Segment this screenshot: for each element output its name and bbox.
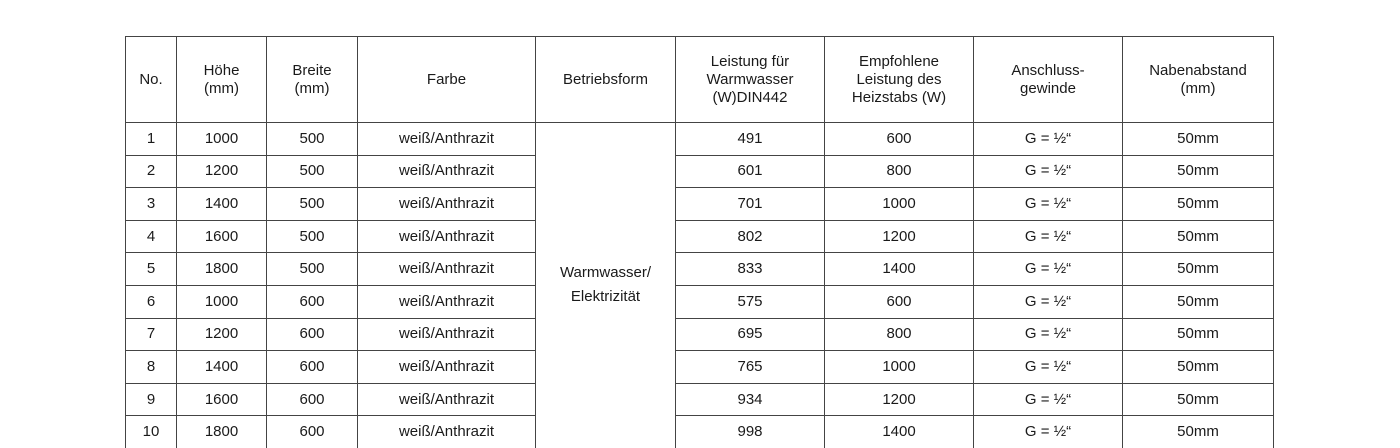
cell-gewinde: G = ½“ — [974, 220, 1123, 253]
cell-gewinde: G = ½“ — [974, 123, 1123, 156]
table-row — [126, 220, 1274, 253]
header-hoehe: Höhe (mm) — [177, 37, 267, 123]
cell-farbe: weiß/Anthrazit — [358, 220, 536, 253]
cell-nabenabstand: 50mm — [1123, 188, 1274, 221]
cell-no: 3 — [126, 188, 177, 221]
cell-no: 10 — [126, 416, 177, 448]
cell-no: 7 — [126, 318, 177, 351]
header-farbe: Farbe — [358, 37, 536, 123]
table-row — [126, 253, 1274, 286]
header-row — [126, 37, 1274, 123]
cell-no: 4 — [126, 220, 177, 253]
cell-nabenabstand: 50mm — [1123, 351, 1274, 384]
spec-table — [125, 36, 1274, 448]
cell-gewinde: G = ½“ — [974, 285, 1123, 318]
cell-hoehe: 1600 — [177, 383, 267, 416]
cell-hoehe: 1000 — [177, 123, 267, 156]
cell-farbe: weiß/Anthrazit — [358, 253, 536, 286]
cell-hoehe: 1000 — [177, 285, 267, 318]
table-row — [126, 123, 1274, 156]
cell-breite: 500 — [267, 253, 358, 286]
cell-heizstab: 1400 — [825, 416, 974, 448]
cell-farbe: weiß/Anthrazit — [358, 416, 536, 448]
cell-heizstab: 1400 — [825, 253, 974, 286]
cell-gewinde: G = ½“ — [974, 383, 1123, 416]
cell-gewinde: G = ½“ — [974, 253, 1123, 286]
cell-heizstab: 600 — [825, 123, 974, 156]
cell-farbe: weiß/Anthrazit — [358, 351, 536, 384]
cell-farbe: weiß/Anthrazit — [358, 155, 536, 188]
cell-heizstab: 800 — [825, 318, 974, 351]
cell-leistung: 998 — [676, 416, 825, 448]
cell-gewinde: G = ½“ — [974, 318, 1123, 351]
cell-no: 5 — [126, 253, 177, 286]
cell-leistung: 701 — [676, 188, 825, 221]
cell-breite: 600 — [267, 416, 358, 448]
header-betriebsform: Betriebsform — [536, 37, 676, 123]
cell-heizstab: 1000 — [825, 351, 974, 384]
cell-hoehe: 1400 — [177, 188, 267, 221]
cell-hoehe: 1400 — [177, 351, 267, 384]
cell-breite: 600 — [267, 351, 358, 384]
table-row — [126, 188, 1274, 221]
cell-no: 8 — [126, 351, 177, 384]
cell-breite: 500 — [267, 220, 358, 253]
cell-gewinde: G = ½“ — [974, 188, 1123, 221]
cell-leistung: 601 — [676, 155, 825, 188]
cell-leistung: 833 — [676, 253, 825, 286]
cell-no: 9 — [126, 383, 177, 416]
cell-leistung: 765 — [676, 351, 825, 384]
cell-farbe: weiß/Anthrazit — [358, 383, 536, 416]
cell-breite: 600 — [267, 318, 358, 351]
cell-nabenabstand: 50mm — [1123, 220, 1274, 253]
cell-no: 1 — [126, 123, 177, 156]
cell-breite: 500 — [267, 188, 358, 221]
cell-breite: 600 — [267, 383, 358, 416]
cell-hoehe: 1800 — [177, 253, 267, 286]
header-nabenabstand: Nabenabstand (mm) — [1123, 37, 1274, 123]
cell-gewinde: G = ½“ — [974, 351, 1123, 384]
cell-heizstab: 600 — [825, 285, 974, 318]
cell-breite: 600 — [267, 285, 358, 318]
cell-nabenabstand: 50mm — [1123, 155, 1274, 188]
header-no: No. — [126, 37, 177, 123]
cell-farbe: weiß/Anthrazit — [358, 285, 536, 318]
table-row — [126, 416, 1274, 448]
cell-leistung: 934 — [676, 383, 825, 416]
cell-farbe: weiß/Anthrazit — [358, 318, 536, 351]
table-row — [126, 383, 1274, 416]
table-row — [126, 155, 1274, 188]
cell-breite: 500 — [267, 155, 358, 188]
header-gewinde: Anschluss- gewinde — [974, 37, 1123, 123]
cell-betriebsform: Warmwasser/ Elektrizität — [536, 123, 676, 448]
header-leistung: Leistung für Warmwasser (W)DIN442 — [676, 37, 825, 123]
cell-gewinde: G = ½“ — [974, 155, 1123, 188]
cell-leistung: 491 — [676, 123, 825, 156]
cell-hoehe: 1200 — [177, 318, 267, 351]
cell-farbe: weiß/Anthrazit — [358, 123, 536, 156]
table-row — [126, 285, 1274, 318]
cell-heizstab: 1200 — [825, 220, 974, 253]
cell-hoehe: 1800 — [177, 416, 267, 448]
cell-nabenabstand: 50mm — [1123, 383, 1274, 416]
cell-leistung: 802 — [676, 220, 825, 253]
cell-hoehe: 1200 — [177, 155, 267, 188]
header-breite: Breite (mm) — [267, 37, 358, 123]
cell-no: 2 — [126, 155, 177, 188]
cell-breite: 500 — [267, 123, 358, 156]
cell-leistung: 575 — [676, 285, 825, 318]
cell-nabenabstand: 50mm — [1123, 253, 1274, 286]
header-heizstab: Empfohlene Leistung des Heizstabs (W) — [825, 37, 974, 123]
cell-hoehe: 1600 — [177, 220, 267, 253]
cell-no: 6 — [126, 285, 177, 318]
cell-farbe: weiß/Anthrazit — [358, 188, 536, 221]
cell-nabenabstand: 50mm — [1123, 285, 1274, 318]
cell-leistung: 695 — [676, 318, 825, 351]
cell-nabenabstand: 50mm — [1123, 416, 1274, 448]
table-row — [126, 351, 1274, 384]
cell-heizstab: 800 — [825, 155, 974, 188]
cell-nabenabstand: 50mm — [1123, 123, 1274, 156]
cell-heizstab: 1200 — [825, 383, 974, 416]
table-row — [126, 318, 1274, 351]
cell-heizstab: 1000 — [825, 188, 974, 221]
cell-gewinde: G = ½“ — [974, 416, 1123, 448]
cell-nabenabstand: 50mm — [1123, 318, 1274, 351]
